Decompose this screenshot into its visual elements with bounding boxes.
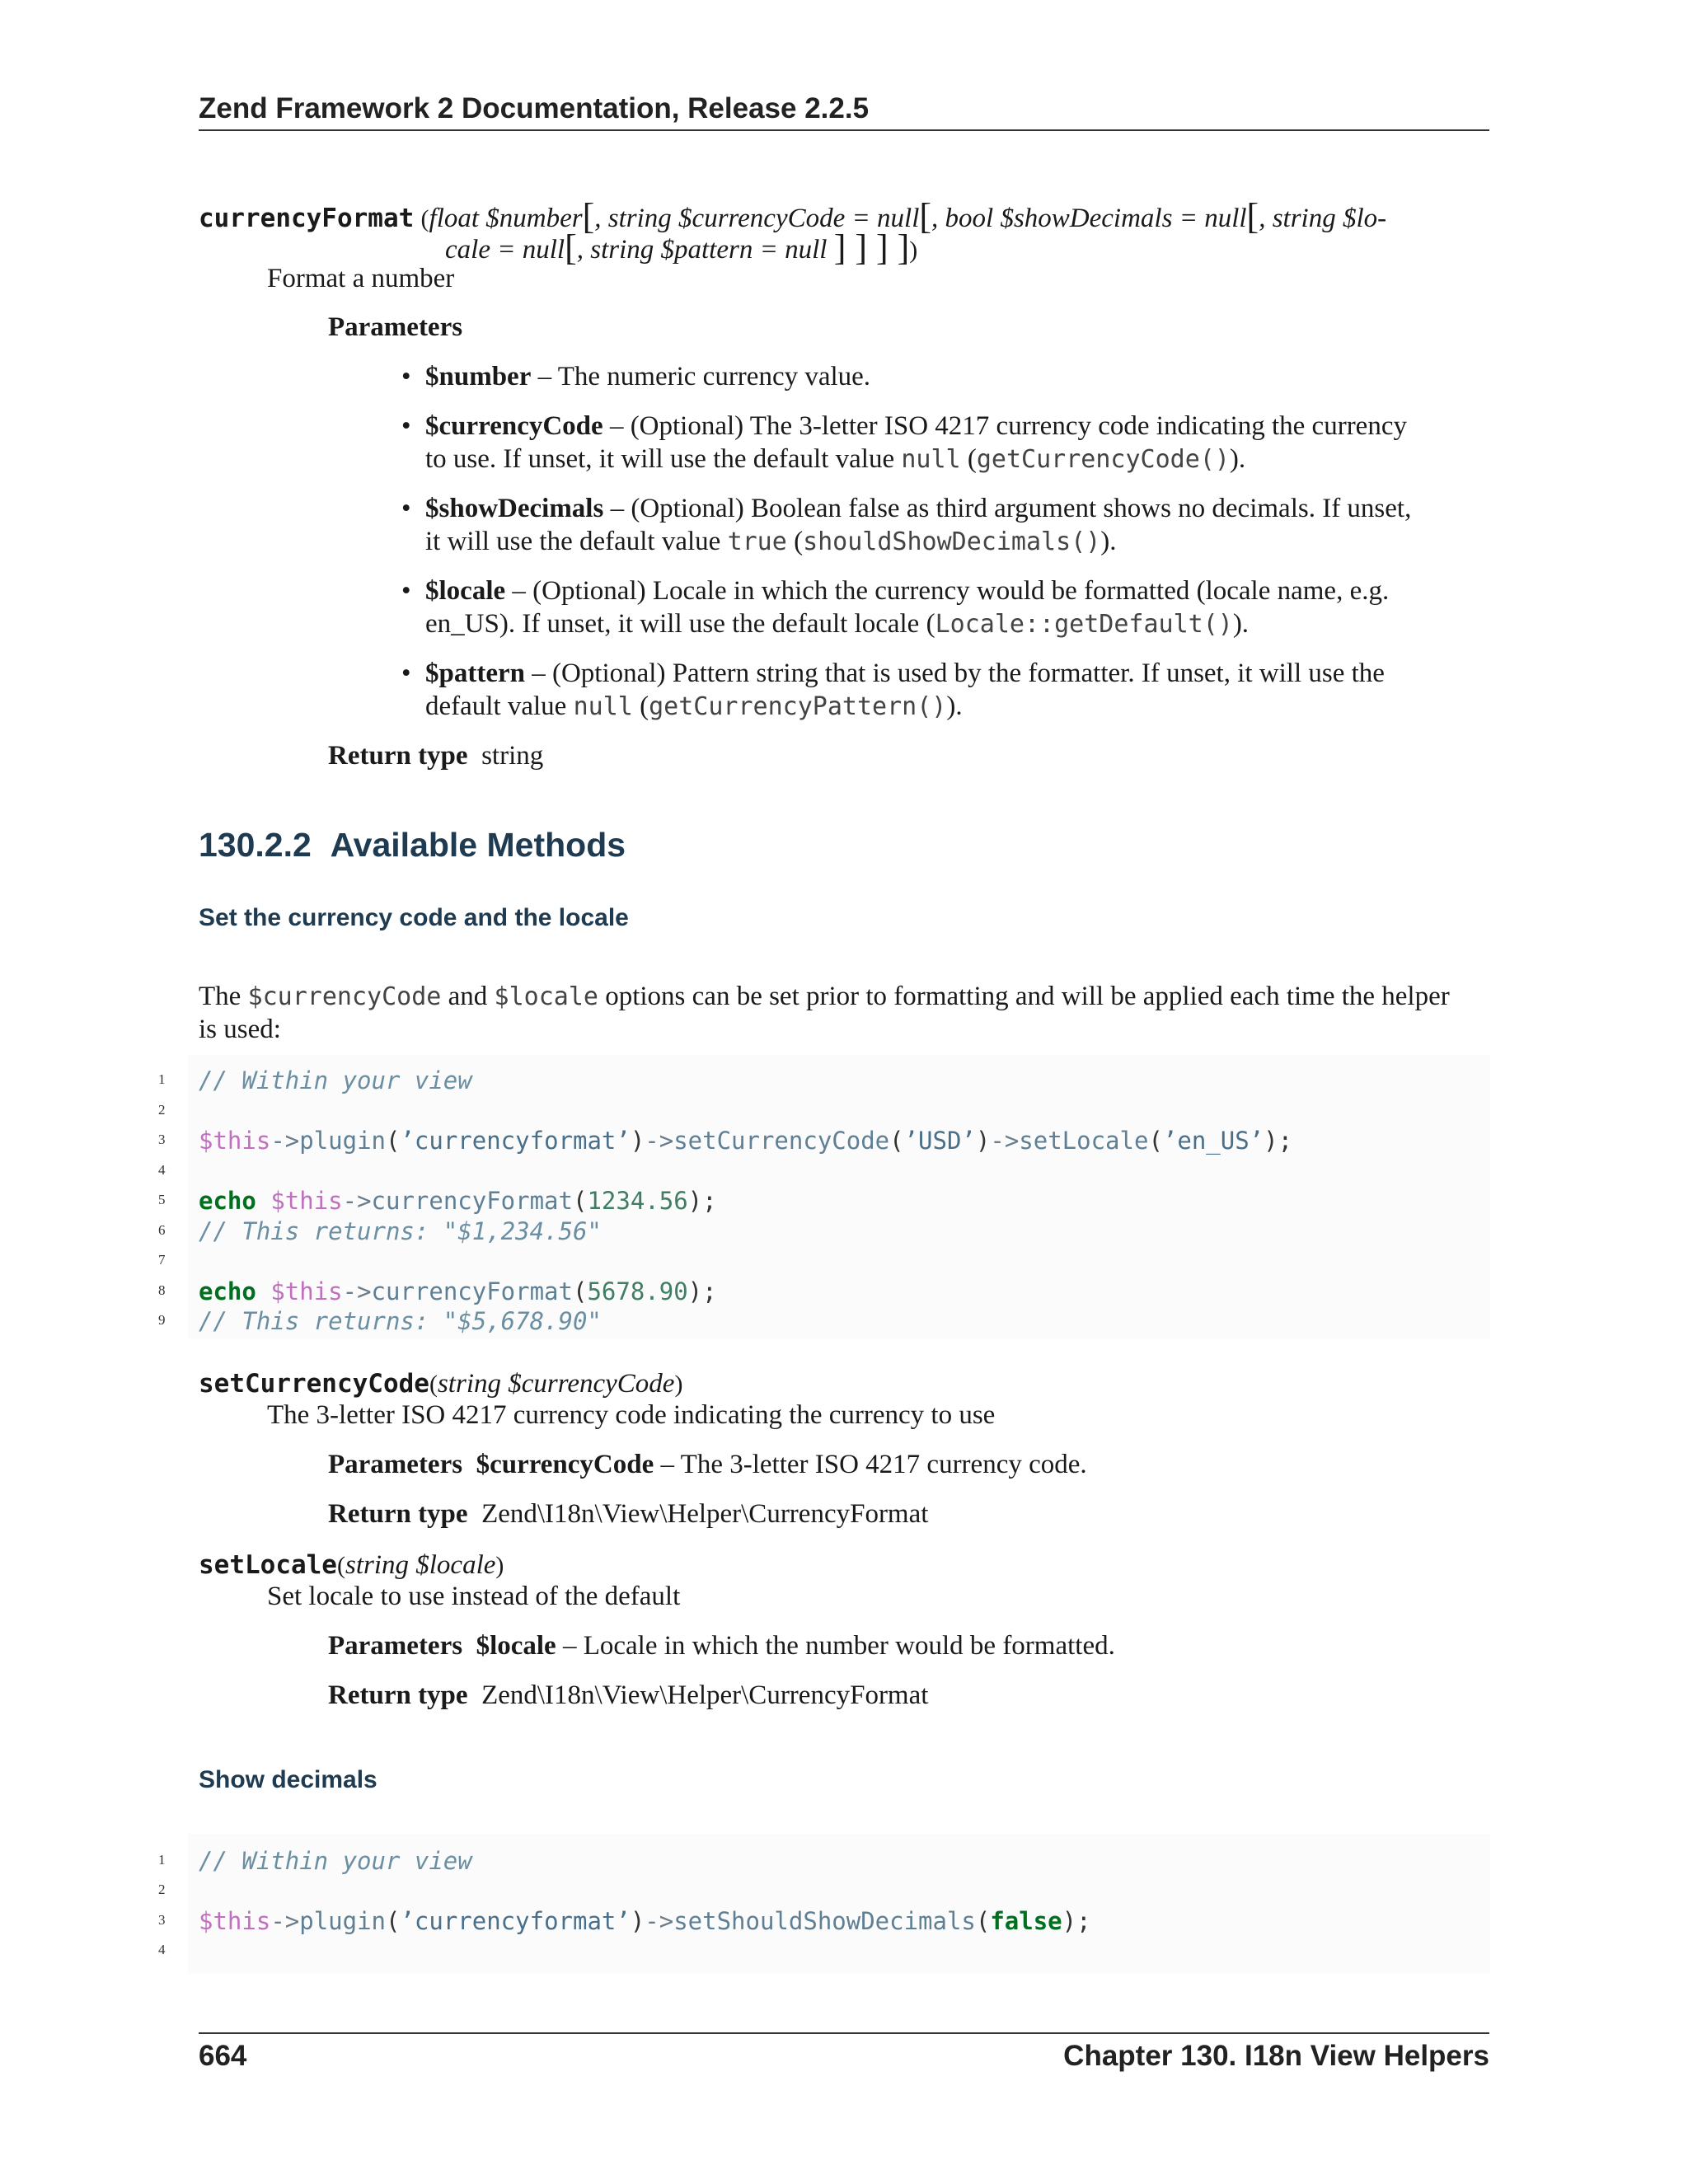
line-number: 6 [158,1222,166,1238]
param-currency-code-line1: $currencyCode – (Optional) The 3-letter ISO 4217 currency code indicating the currency [425,411,1407,441]
param-item-currency-code: • [401,411,411,441]
code-line: $this->plugin(’currencyformat’)->setCurrencyCode(’USD’)->setLocale(’en_US’); [199,1127,1293,1155]
header-rule [199,129,1489,131]
set-locale-params: Parameters $locale – Locale in which the number would be formatted. [328,1631,1115,1661]
param-pattern-line1: $pattern – (Optional) Pattern string that is used by the formatter. If unset, it will use the [425,658,1385,688]
sig-param-locale-a: , string $lo- [1259,204,1387,233]
set-locale-signature: setLocale(string $locale) [199,1550,504,1580]
param-show-decimals-line2: it will use the default value true (shouldShowDecimals()). [425,527,1117,556]
line-number: 4 [158,1162,166,1178]
paragraph-options-line2: is used: [199,1015,281,1044]
line-number: 2 [158,1102,166,1118]
line-number: 1 [158,1852,166,1868]
param-show-decimals-line1: $showDecimals – (Optional) Boolean false as third argument shows no decimals. If unset, [425,494,1412,523]
page-number: 664 [199,2040,247,2072]
set-currency-code-description: The 3-letter ISO 4217 currency code indicating the currency to use [267,1400,996,1430]
line-number: 1 [158,1071,166,1087]
code-line: $this->plugin(’currencyformat’)->setShouldShowDecimals(false); [199,1907,1091,1935]
sig-param-show-decimals: , bool $showDecimals = null [931,204,1247,233]
code-line: // Within your view [199,1847,472,1875]
sig-param-locale-b: cale = null [445,235,565,265]
chapter-title: Chapter 130. I18n View Helpers [1063,2040,1489,2072]
line-number: 5 [158,1192,166,1207]
line-number: 9 [158,1312,166,1328]
code-line: // This returns: "$1,234.56" [199,1217,602,1245]
subsection-heading-show-decimals: Show decimals [199,1766,377,1793]
set-currency-code-signature: setCurrencyCode(string $currencyCode) [199,1369,683,1399]
param-pattern-line2: default value null (getCurrencyPattern()). [425,691,963,721]
param-item-show-decimals: • [401,494,411,523]
line-number: 3 [158,1132,166,1147]
param-currency-code-line2: to use. If unset, it will use the default value null (getCurrencyCode()). [425,444,1246,474]
paragraph-options-line1: The $currencyCode and $locale options can be set prior to formatting and will be applied each time the helper [199,982,1450,1011]
param-locale-line1: $locale – (Optional) Locale in which the currency would be formatted (locale name, e.g. [425,576,1390,606]
params-label: Parameters [328,312,463,342]
section-heading: 130.2.2 Available Methods [199,826,626,864]
currency-format-signature: currencyFormat (float $number[, string $currencyCode = null[, bool $showDecimals = null[, string $lo- [199,196,1387,237]
param-number-text: $number – The numeric currency value. [425,362,871,391]
line-number: 8 [158,1282,166,1298]
set-locale-return: Return type Zend\I18n\View\Helper\CurrencyFormat [328,1680,929,1710]
param-locale-line2: en_US). If unset, it will use the default locale (Locale::getDefault()). [425,609,1250,639]
line-number: 7 [158,1252,166,1268]
set-currency-code-return: Return type Zend\I18n\View\Helper\CurrencyFormat [328,1499,929,1529]
param-item-number: • [401,362,411,391]
param-item-pattern: • [401,658,411,688]
code-line: // This returns: "$5,678.90" [199,1307,602,1335]
line-number: 2 [158,1882,166,1897]
line-number: 4 [158,1942,166,1957]
set-locale-description: Set locale to use instead of the default [267,1582,681,1611]
method-name: currencyFormat [199,204,415,233]
sig-param-currency-code: , string $currencyCode = null [594,204,920,233]
currency-format-description: Format a number [267,264,455,293]
running-header: Zend Framework 2 Documentation, Release 2.2.5 [199,92,870,124]
param-item-locale: • [401,576,411,606]
code-line: echo $this->currencyFormat(1234.56); [199,1187,717,1215]
sig-param-pattern: , string $pattern = null [576,235,828,265]
subsection-heading-currency-locale: Set the currency code and the locale [199,904,629,931]
set-currency-code-params: Parameters $currencyCode – The 3-letter ISO 4217 currency code. [328,1450,1087,1479]
footer-rule [199,2032,1489,2034]
currency-format-signature-cont: cale = null[, string $pattern = null ] ] ] ]) [445,227,918,268]
return-type: Return type string [328,741,544,771]
line-number: 3 [158,1912,166,1928]
code-line: echo $this->currencyFormat(5678.90); [199,1277,717,1305]
code-line: // Within your view [199,1066,472,1094]
sig-param-number: float $number [429,204,583,233]
